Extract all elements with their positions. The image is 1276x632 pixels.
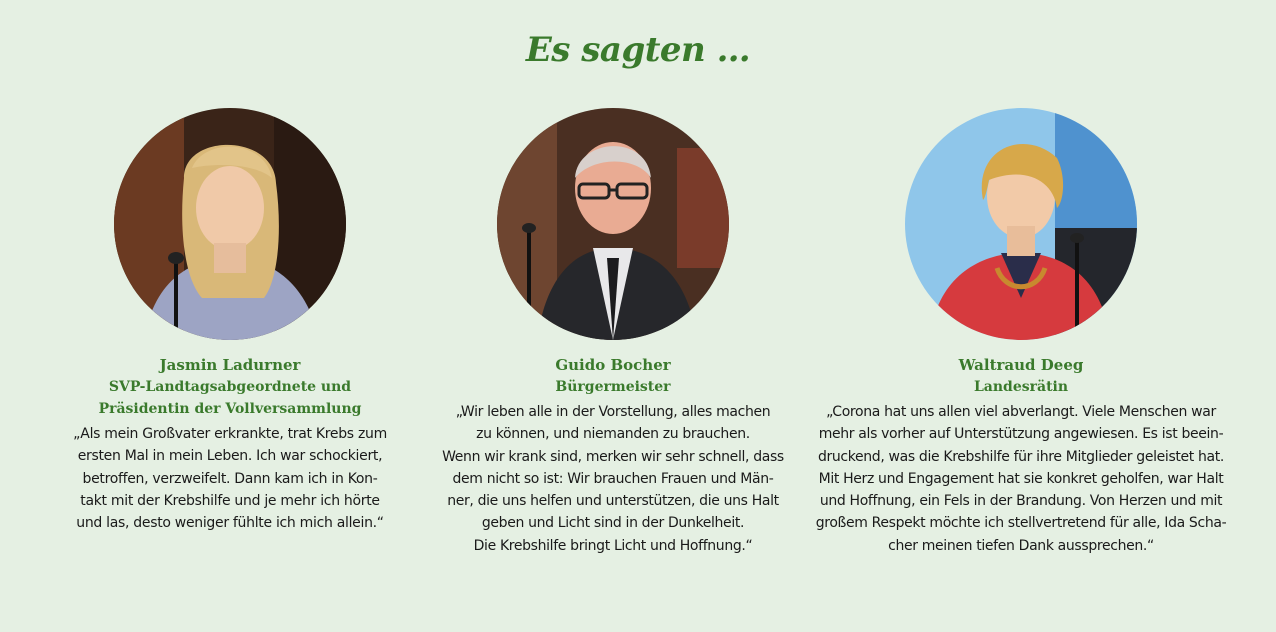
quote-line: geben und Licht sind in der Dunkelheit.	[481, 515, 745, 532]
portrait-photo	[905, 108, 1137, 340]
quote-line: „Als mein Großvater erkrankte, trat Krebs zum	[73, 426, 387, 442]
quote-line: großem Respekt möchte ich stellvertretend für alle, Ida Scha-	[815, 515, 1227, 532]
portrait-photo	[497, 108, 729, 340]
quote-line: betroffen, verzweifelt. Dann kam ich in Kon-	[82, 470, 378, 487]
quote-line: Wenn wir krank sind, merken wir sehr schnell, dass	[442, 448, 784, 465]
person-role: Bürgermeister	[555, 379, 671, 395]
quote-text	[403, 401, 823, 557]
quote-line: druckend, was die Krebshilfe für ihre Mitglieder geleistet hat.	[817, 448, 1225, 465]
quote-text	[20, 423, 440, 534]
quote-line: Die Krebshilfe bringt Licht und Hoffnung.“	[473, 537, 753, 554]
page-title: Es sagten …	[525, 30, 751, 70]
quote-line: dem nicht so ist: Wir brauchen Frauen und Män-	[452, 470, 774, 487]
testimonial-jasmin-ladurner	[20, 108, 440, 534]
quote-line: cher meinen tiefen Dank aussprechen.“	[888, 537, 1154, 554]
person-name: Waltraud Deeg	[958, 356, 1084, 374]
person-role: Präsidentin der Vollversammlung	[98, 401, 362, 417]
portrait-illustration	[497, 108, 729, 340]
person-role: SVP-Landtagsabgeordnete und	[108, 379, 352, 395]
quote-text	[811, 401, 1231, 557]
person-role: Landesrätin	[973, 379, 1069, 395]
portrait-photo	[114, 108, 346, 340]
quote-line: ner, die uns helfen und unterstützen, die uns Halt	[447, 493, 779, 510]
person-name: Guido Bocher	[555, 356, 671, 374]
portrait-illustration	[905, 108, 1137, 340]
portrait-illustration	[114, 108, 346, 340]
quote-line: mehr als vorher auf Unterstützung angewiesen. Es ist beein-	[818, 426, 1224, 443]
testimonial-guido-bocher	[403, 108, 823, 557]
quote-line: ersten Mal in mein Leben. Ich war schockiert,	[77, 448, 383, 465]
quote-line: „Corona hat uns allen viel abverlangt. Viele Menschen war	[826, 404, 1216, 420]
quote-line: und las, desto weniger fühlte ich mich allein.“	[76, 515, 384, 532]
quote-line: takt mit der Krebshilfe und je mehr ich hörte	[80, 492, 380, 509]
quote-line: zu können, und niemanden zu brauchen.	[476, 426, 750, 443]
quote-line: und Hoffnung, ein Fels in der Brandung. Von Herzen und mit	[819, 493, 1223, 510]
quote-line: Mit Herz und Engagement hat sie konkret geholfen, war Halt	[818, 470, 1224, 487]
quote-line: „Wir leben alle in der Vorstellung, alles machen	[455, 404, 771, 420]
person-name: Jasmin Ladurner	[159, 356, 301, 374]
testimonial-waltraud-deeg	[811, 108, 1231, 557]
